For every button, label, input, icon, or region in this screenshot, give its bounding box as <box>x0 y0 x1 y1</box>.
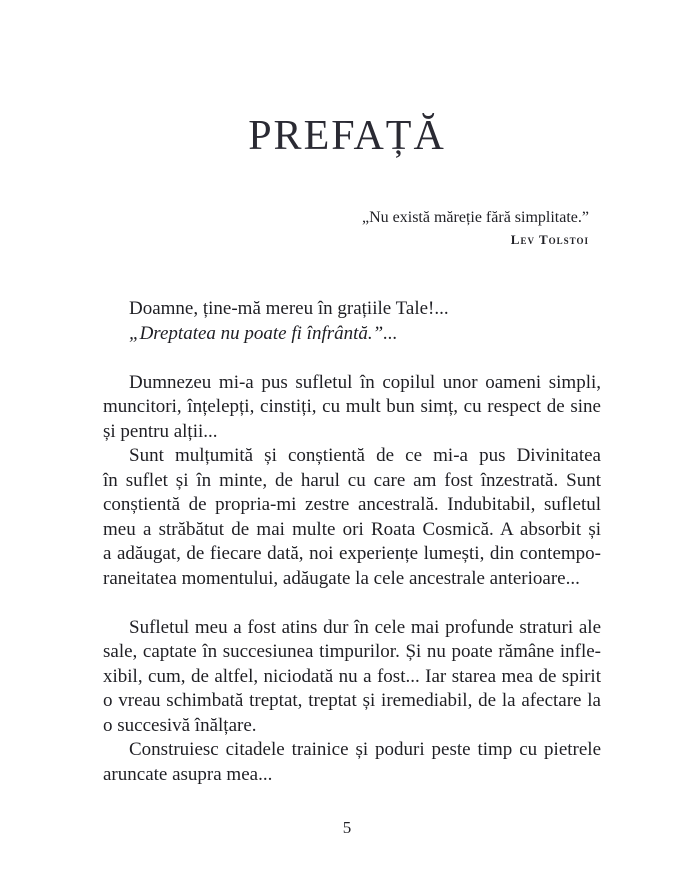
paragraph-4 <box>103 616 601 641</box>
text-line: Dumnezeu mi-a pus sufletul în copilul unor oameni simpli, <box>129 371 601 393</box>
text-line: Doamne, ține-mă mereu în grațiile Tale!... <box>129 298 449 319</box>
paragraph-3-cont <box>103 469 601 592</box>
text-line: muncitori, înțelepți, cinstiți, cu mult bun simț, cu respect de sine <box>103 396 601 417</box>
text-line: raneitatea momentului, adăugate la cele ancestrale anterioare... <box>103 567 580 589</box>
text-line: xibil, cum, de altfel, niciodată nu a fost... Iar starea mea de spirit <box>103 665 601 687</box>
paragraph-motto <box>103 322 601 347</box>
text-line: Construiesc citadele trainice și poduri peste timp cu pietrele <box>129 739 601 760</box>
text-line: o vreau schimbată treptat, treptat și iremediabil, de la afectare la <box>103 690 601 711</box>
paragraph-5 <box>103 738 601 763</box>
paragraph-2 <box>103 371 601 396</box>
text-line: Sufletul meu a fost atins dur în cele mai profunde straturi ale <box>129 616 601 638</box>
text-line: aruncate asupra mea... <box>103 763 273 785</box>
page-title: PREFAȚĂ <box>248 113 446 159</box>
text-line: și pentru alții... <box>103 420 218 442</box>
text-line: Sunt mulțumită și conștientă de ce mi-a pus Divinitatea <box>129 445 601 466</box>
text-line: în suflet și în minte, de harul cu care am fost înzestrată. Sunt <box>103 469 601 491</box>
epigraph-quote: „Nu există măreție fără simplitate.” <box>361 209 589 226</box>
epigraph-author: Lev Tolstoi <box>510 232 589 247</box>
text-line: meu a străbătut de mai multe ori Roata Cosmică. A absorbit și <box>103 518 601 540</box>
paragraph-3 <box>103 444 601 469</box>
preface-body <box>103 297 601 787</box>
paragraph-invocation <box>103 297 601 322</box>
paragraph-5-cont <box>103 763 601 788</box>
text-line: sale, captate în succesiunea timpurilor. Și nu poate rămâne infle- <box>103 641 601 662</box>
text-line: conștientă de propria-mi zestre ancestrală. Indubitabil, sufletul <box>103 494 601 515</box>
text-line: o succesivă înălțare. <box>103 714 257 736</box>
paragraph-4-cont <box>103 640 601 738</box>
text-line: a adăugat, de fiecare dată, noi experiențe lumești, din contempo- <box>103 543 601 564</box>
paragraph-2-cont <box>103 395 601 444</box>
text-line: „Dreptatea nu poate fi înfrântă.”... <box>129 322 398 344</box>
page-number: 5 <box>342 818 352 837</box>
epigraph <box>362 207 589 251</box>
